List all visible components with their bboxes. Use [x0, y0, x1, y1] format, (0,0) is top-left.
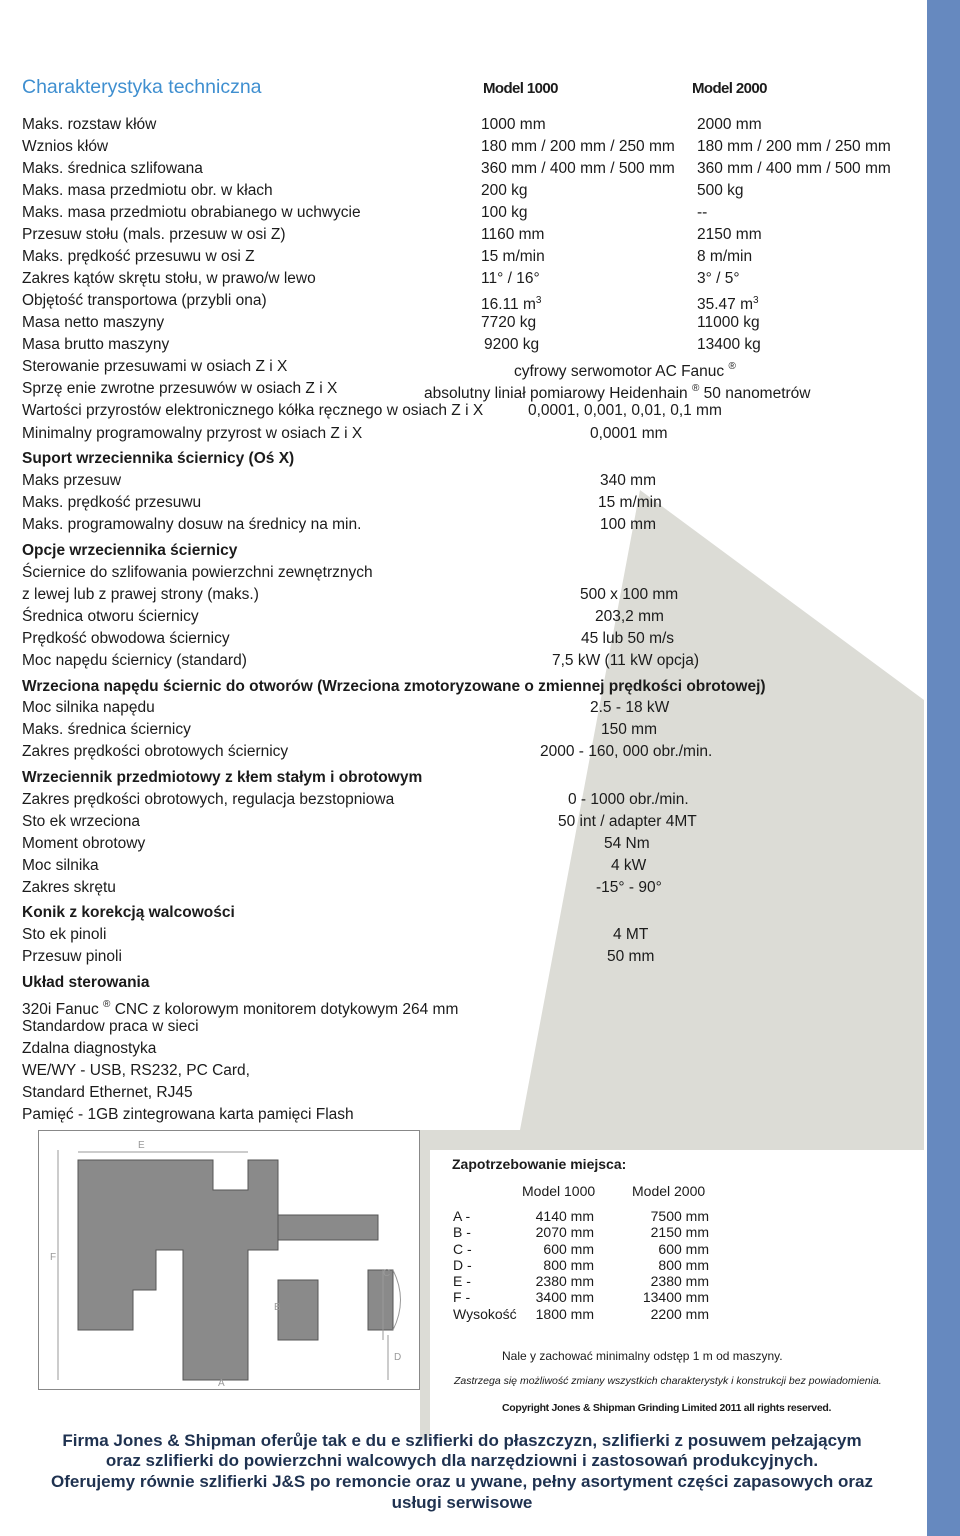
suport-label: Maks. prędkość przesuwu: [22, 494, 202, 511]
spec-value-2000: 2150 mm: [697, 226, 762, 243]
space-value-1000: 3400 mm: [535, 1289, 594, 1306]
spec-label: Masa brutto maszyny: [22, 336, 170, 353]
footer-line: usługi serwisowe: [391, 1493, 533, 1512]
spec-value-2000: 8 m/min: [697, 248, 753, 265]
spec-value-1000: 15 m/min: [481, 248, 545, 265]
dimension-label-d: D: [394, 1352, 402, 1363]
spec-value-1000: 360 mm / 400 mm / 500 mm: [481, 160, 675, 177]
registered-mark: ®: [728, 361, 736, 372]
space-values-1000: [510, 1208, 594, 1322]
suport-label: Maks przesuw: [22, 472, 122, 489]
section-heading-suport: Suport wrzeciennika ściernicy (Oś X): [22, 450, 295, 467]
spec-label: Maks. średnica szlifowana: [22, 160, 203, 177]
space-value-1000: 2070 mm: [535, 1224, 594, 1241]
section-heading-opcje: Opcje wrzeciennika ściernicy: [22, 542, 238, 559]
opcje-label: z lewej lub z prawej strony (maks.): [22, 586, 259, 603]
footer-line: Oferujemy równie szlifierki J&S po remoncie oraz u ywane, pełny asortyment części zapasowych oraz: [51, 1472, 873, 1491]
spec-value-1000: 1160 mm: [481, 226, 545, 243]
konik-value: 4 MT: [613, 926, 649, 943]
space-value-2000: 600 mm: [658, 1240, 709, 1257]
dimension-label-e: E: [138, 1140, 145, 1151]
space-label: E -: [453, 1273, 471, 1290]
spec-value-1000: 7720 kg: [481, 314, 537, 331]
konik-value: 50 mm: [607, 948, 655, 965]
note-reserve: Zastrzega się możliwość zmiany wszystkich charakterystyk i konstrukcji bez powiadomienia.: [454, 1375, 882, 1387]
dimension-label-a: A: [218, 1378, 225, 1389]
dimension-label-b: B: [274, 1302, 281, 1313]
spec-label: Masa netto maszyny: [22, 314, 165, 331]
handwheel-value: 0,0001, 0,001, 0,01, 0,1 mm: [528, 402, 722, 419]
space-value-2000: 7500 mm: [650, 1208, 709, 1224]
wrzeciona-value: 2.5 - 18 kW: [590, 699, 670, 716]
space-value-2000: 13400 mm: [642, 1289, 709, 1306]
wrzeciona-label: Maks. średnica ściernicy: [22, 721, 191, 738]
machine-footprint-part: [368, 1270, 393, 1330]
space-value-2000: 2200 mm: [650, 1305, 709, 1322]
spec-label: Maks. rozstaw kłów: [22, 116, 157, 133]
spec-label: Objętość transportowa (przybli ona): [22, 292, 267, 309]
opcje-label: Średnica otworu ściernicy: [22, 608, 199, 625]
registered-mark: ®: [691, 383, 700, 394]
feedback-label: Sprzę enie zwrotne przesuwów w osiach Z i X: [22, 380, 338, 397]
konik-label: Przesuw pinoli: [22, 948, 122, 965]
space-header-1000: Model 1000: [522, 1183, 596, 1199]
space-value-1000: 4140 mm: [535, 1208, 594, 1224]
spec-value-2000: 11000 kg: [697, 314, 760, 331]
control-value: cyfrowy serwomotor AC Fanuc ®: [514, 361, 736, 380]
section-heading-wrzeciona: Wrzeciona napędu ściernic do otworów (Wrzeciona zmotoryzowane o zmiennej prędkości obrotowej): [22, 678, 766, 695]
side-bar-blue: [927, 0, 960, 1536]
spec-value-2000: 2000 mm: [697, 116, 762, 133]
opcje-value: 203,2 mm: [595, 608, 664, 625]
section-heading-konik: Konik z korekcją walcowości: [22, 904, 235, 921]
opcje-value: 500 x 100 mm: [580, 586, 679, 603]
wrzeciona-label: Moc silnika napędu: [22, 699, 155, 716]
spec-label: Zakres kątów skrętu stołu, w prawo/w lewo: [22, 270, 316, 287]
spec-label: Maks. prędkość przesuwu w osi Z: [22, 248, 255, 265]
handwheel-label: Wartości przyrostów elektronicznego kółka ręcznego w osiach Z i X: [22, 402, 484, 419]
spec-value-1000: 100 kg: [481, 204, 528, 221]
superscript-3: 3: [753, 295, 759, 306]
spec-value-2000: 500 kg: [697, 182, 744, 199]
footer-line: Firma Jones & Shipman oferůje tak e du e szlifierki do płaszczyzn, szlifierki z posuwem pełzającym: [62, 1431, 862, 1450]
model-1000-header: Model 1000: [483, 80, 558, 97]
section-heading-wrzeciennik: Wrzeciennik przedmiotowy z kłem stałym i obrotowym: [22, 769, 423, 786]
opcje-label: Moc napędu ściernicy (standard): [22, 652, 247, 669]
space-value-2000: 800 mm: [658, 1256, 709, 1273]
footer-line: oraz szlifierki do powierzchni walcowych dla narzędziowni i zastosowań produkcyjnych.: [105, 1451, 819, 1470]
control-label: Sterowanie przesuwami w osiach Z i X: [22, 358, 288, 375]
uklad-line: Standard Ethernet, RJ45: [22, 1084, 193, 1101]
uklad-cnc-line: 320i Fanuc ® CNC z kolorowym monitorem dotykowym 264 mm: [22, 999, 459, 1018]
space-value-2000: 2150 mm: [650, 1224, 709, 1241]
wrzeciennik-value: 4 kW: [611, 857, 647, 874]
space-value-1000: 800 mm: [543, 1256, 594, 1273]
spec-value-2000: 35.47 $m^3$: [697, 295, 759, 313]
spec-value-2000: 13400 kg: [697, 336, 761, 353]
spec-value-1000: 11° / 16°: [481, 270, 540, 287]
spec-value-1000: 180 mm / 200 mm / 250 mm: [481, 138, 675, 155]
spec-label: Maks. masa przedmiotu obrabianego w uchwycie: [22, 204, 361, 221]
wrzeciennik-label: Moment obrotowy: [22, 835, 146, 852]
space-label: F -: [453, 1289, 471, 1306]
registered-mark: ®: [103, 999, 111, 1010]
opcje-line: Ściernice do szlifowania powierzchni zewnętrznych: [22, 564, 373, 581]
opcje-label: Prędkość obwodowa ściernicy: [22, 630, 230, 647]
space-value-1000: 2380 mm: [535, 1273, 594, 1290]
space-label: Wysokość: [453, 1305, 517, 1322]
page-title: Charakterystyka techniczna: [22, 76, 262, 98]
floor-plan-diagram: [38, 1130, 420, 1390]
spec-value-1000: 16.11 $m^3$: [481, 295, 542, 313]
wrzeciona-value: 150 mm: [601, 721, 657, 738]
spec-value-1000: 200 kg: [481, 182, 528, 199]
suport-value: 340 mm: [600, 472, 656, 489]
suport-value: 100 mm: [600, 516, 656, 533]
space-values-2000: [620, 1208, 709, 1322]
min-increment-label: Minimalny programowalny przyrost w osiach Z i X: [22, 425, 363, 442]
space-value-1000: 1800 mm: [535, 1305, 594, 1322]
suport-value: 15 m/min: [598, 494, 662, 511]
space-value-2000: 2380 mm: [650, 1273, 709, 1290]
machine-footprint-part: [278, 1280, 318, 1340]
spec-value-1000: 1000 mm: [481, 116, 546, 133]
wrzeciennik-label: Sto ek wrzeciona: [22, 813, 141, 830]
model-2000-header: Model 2000: [692, 80, 767, 97]
opcje-value: 45 lub 50 m/s: [581, 630, 675, 647]
wrzeciennik-value: 50 int / adapter 4MT: [558, 813, 697, 830]
spec-value-2000: 360 mm / 400 mm / 500 mm: [697, 160, 891, 177]
uklad-line: Standardow praca w sieci: [22, 1018, 199, 1035]
wrzeciennik-label: Zakres skrętu: [22, 879, 116, 896]
uklad-line: Zdalna diagnostyka: [22, 1040, 157, 1057]
space-heading: Zapotrzebowanie miejsca:: [452, 1156, 627, 1172]
space-labels: [453, 1208, 517, 1322]
space-label: B -: [453, 1224, 471, 1241]
wrzeciennik-value: -15° - 90°: [596, 879, 662, 896]
min-increment-value: 0,0001 mm: [590, 425, 668, 442]
space-value-1000: 600 mm: [543, 1240, 594, 1257]
spec-label: Wznios kłów: [22, 138, 109, 155]
space-label: D -: [453, 1256, 472, 1273]
wrzeciennik-value: 0 - 1000 obr./min.: [568, 791, 689, 808]
wrzeciona-value: 2000 - 160, 000 obr./min.: [540, 743, 713, 760]
spec-value-2000: --: [697, 204, 708, 221]
feedback-value: absolutny liniał pomiarowy Heidenhain ® 50 nanometrów: [424, 383, 811, 402]
uklad-line: Pamięć - 1GB zintegrowana karta pamięci Flash: [22, 1106, 354, 1123]
space-header-2000: Model 2000: [632, 1183, 706, 1199]
spec-value-2000: 3° / 5°: [697, 270, 740, 287]
konik-label: Sto ek pinoli: [22, 926, 107, 943]
opcje-value: 7,5 kW (11 kW opcja): [552, 652, 700, 669]
dimension-label-f: F: [50, 1252, 57, 1263]
wrzeciennik-label: Zakres prędkości obrotowych, regulacja bezstopniowa: [22, 791, 395, 808]
space-label: A -: [453, 1208, 471, 1224]
wrzeciennik-value: 54 Nm: [604, 835, 650, 852]
uklad-line: WE/WY - USB, RS232, PC Card,: [22, 1062, 250, 1079]
space-label: C -: [453, 1240, 472, 1257]
note-copyright: Copyright Jones & Shipman Grinding Limited 2011 all rights reserved.: [502, 1402, 832, 1414]
wrzeciona-label: Zakres prędkości obrotowych ściernicy: [22, 743, 289, 760]
note-gap: Nale y zachować minimalny odstęp 1 m od maszyny.: [502, 1349, 783, 1363]
machine-footprint-part: [278, 1215, 378, 1240]
spec-label: Przesuw stołu (mals. przesuw w osi Z): [22, 226, 286, 243]
wrzeciennik-label: Moc silnika: [22, 857, 99, 874]
spec-value-2000: 180 mm / 200 mm / 250 mm: [697, 138, 891, 155]
superscript-3: 3: [535, 295, 542, 306]
spec-label: Maks. masa przedmiotu obr. w kłach: [22, 182, 273, 199]
section-heading-uklad: Układ sterowania: [22, 974, 150, 991]
suport-label: Maks. programowalny dosuw na średnicy na min.: [22, 516, 362, 533]
spec-value-1000: 9200 kg: [484, 336, 540, 353]
dimension-label-c: C: [383, 1268, 391, 1279]
